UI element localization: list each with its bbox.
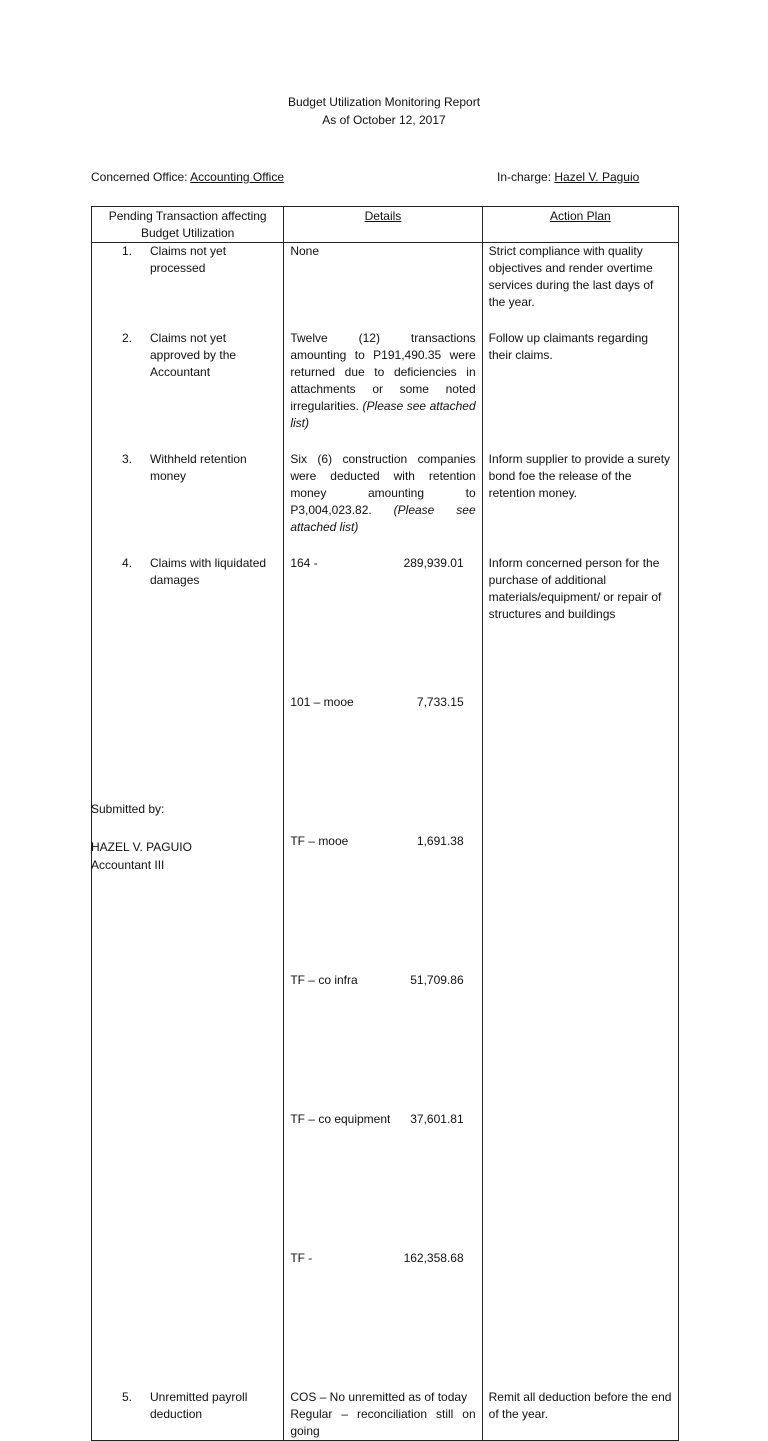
list-item xyxy=(290,972,475,1111)
report-date: As of October 12, 2017 xyxy=(322,113,446,127)
damage-value: 37,601.81 xyxy=(410,1112,464,1126)
signatory-position: Accountant III xyxy=(91,858,165,872)
details-line: Regular – reconciliation still on going xyxy=(290,1407,476,1438)
item-number: 1. xyxy=(121,244,132,258)
damage-value: 289,939.01 xyxy=(403,556,464,570)
list-item xyxy=(290,833,475,972)
transaction-label: Unremitted payroll deduction xyxy=(150,1390,248,1421)
action-cell: Strict compliance with quality objectives and render overtime services during the last days of the year. xyxy=(482,243,678,331)
incharge-label: In-charge: xyxy=(497,170,552,184)
table-row xyxy=(92,243,679,331)
concerned-office xyxy=(91,169,284,186)
action-cell: Inform supplier to provide a surety bond foe the release of the retention money. xyxy=(482,451,678,555)
list-item xyxy=(290,694,475,833)
office-label: Concerned Office: xyxy=(91,170,188,184)
details-cell xyxy=(284,243,482,331)
transaction-cell xyxy=(92,1389,284,1441)
incharge-value: Hazel V. Paguio xyxy=(554,170,640,184)
transaction-cell xyxy=(92,555,284,1389)
table-row xyxy=(92,330,679,451)
transaction-label: Claims with liquidated damages xyxy=(150,556,267,587)
details-cell xyxy=(284,555,482,1389)
details-text: Twelve (12) transactions amounting to P191,490.35 were returned due to deficiencies in attachments or some noted irregularities. xyxy=(290,331,476,413)
action-cell: Follow up claimants regarding their claims. xyxy=(482,330,678,451)
table-row xyxy=(92,451,679,555)
damage-label: TF - xyxy=(290,1251,313,1265)
table-header-row xyxy=(92,207,679,243)
transaction-cell xyxy=(92,330,284,451)
details-note: (Please see attached list) xyxy=(290,503,476,534)
item-number: 2. xyxy=(121,331,132,345)
damage-label: TF – co infra xyxy=(290,973,358,987)
transaction-cell xyxy=(92,451,284,555)
column-header-transaction: Pending Transaction affecting Budget Utilization xyxy=(92,207,284,243)
details-text: None xyxy=(290,244,319,258)
details-text: Six (6) construction companies were deducted with retention money amounting to P3,004,023.82. xyxy=(290,452,476,517)
signatory-name: HAZEL V. PAGUIO xyxy=(91,840,192,854)
details-cell xyxy=(284,330,482,451)
transaction-label: Claims not yet processed xyxy=(150,244,227,275)
damage-label: TF – mooe xyxy=(290,834,349,848)
in-charge xyxy=(497,169,639,186)
damage-value: 7,733.15 xyxy=(416,695,464,709)
monitoring-table xyxy=(91,206,679,1441)
transaction-cell xyxy=(92,243,284,331)
list-item xyxy=(290,1111,475,1250)
damage-label: 164 - xyxy=(290,556,318,570)
damages-list xyxy=(290,555,475,1389)
list-item xyxy=(290,1250,475,1389)
damage-value: 51,709.86 xyxy=(410,973,464,987)
details-line: COS – No unremitted as of today xyxy=(290,1390,468,1404)
report-title: Budget Utilization Monitoring Report xyxy=(287,95,481,109)
action-cell: Remit all deduction before the end of the year. xyxy=(482,1389,678,1441)
item-number: 4. xyxy=(121,556,132,570)
column-header-details: Details xyxy=(284,207,482,243)
damage-value: 1,691.38 xyxy=(416,834,464,848)
action-cell: Inform concerned person for the purchase of additional materials/equipment/ or repair of structures and buildings xyxy=(482,555,678,1389)
item-number: 5. xyxy=(121,1390,132,1404)
damage-label: 101 – mooe xyxy=(290,695,354,709)
office-value: Accounting Office xyxy=(190,170,285,184)
transaction-label: Claims not yet approved by the Accountant xyxy=(150,331,237,379)
table-row xyxy=(92,1389,679,1441)
submitted-by-label: Submitted by: xyxy=(91,802,165,816)
damage-value: 162,358.68 xyxy=(403,1251,464,1265)
details-cell xyxy=(284,451,482,555)
item-number: 3. xyxy=(121,452,132,466)
damage-label: TF – co equipment xyxy=(290,1112,391,1126)
column-header-action-plan: Action Plan xyxy=(482,207,678,243)
details-note: (Please see attached list) xyxy=(290,399,476,430)
table-row xyxy=(92,555,679,1389)
transaction-label: Withheld retention money xyxy=(150,452,247,483)
list-item xyxy=(290,555,475,694)
details-cell xyxy=(284,1389,482,1441)
